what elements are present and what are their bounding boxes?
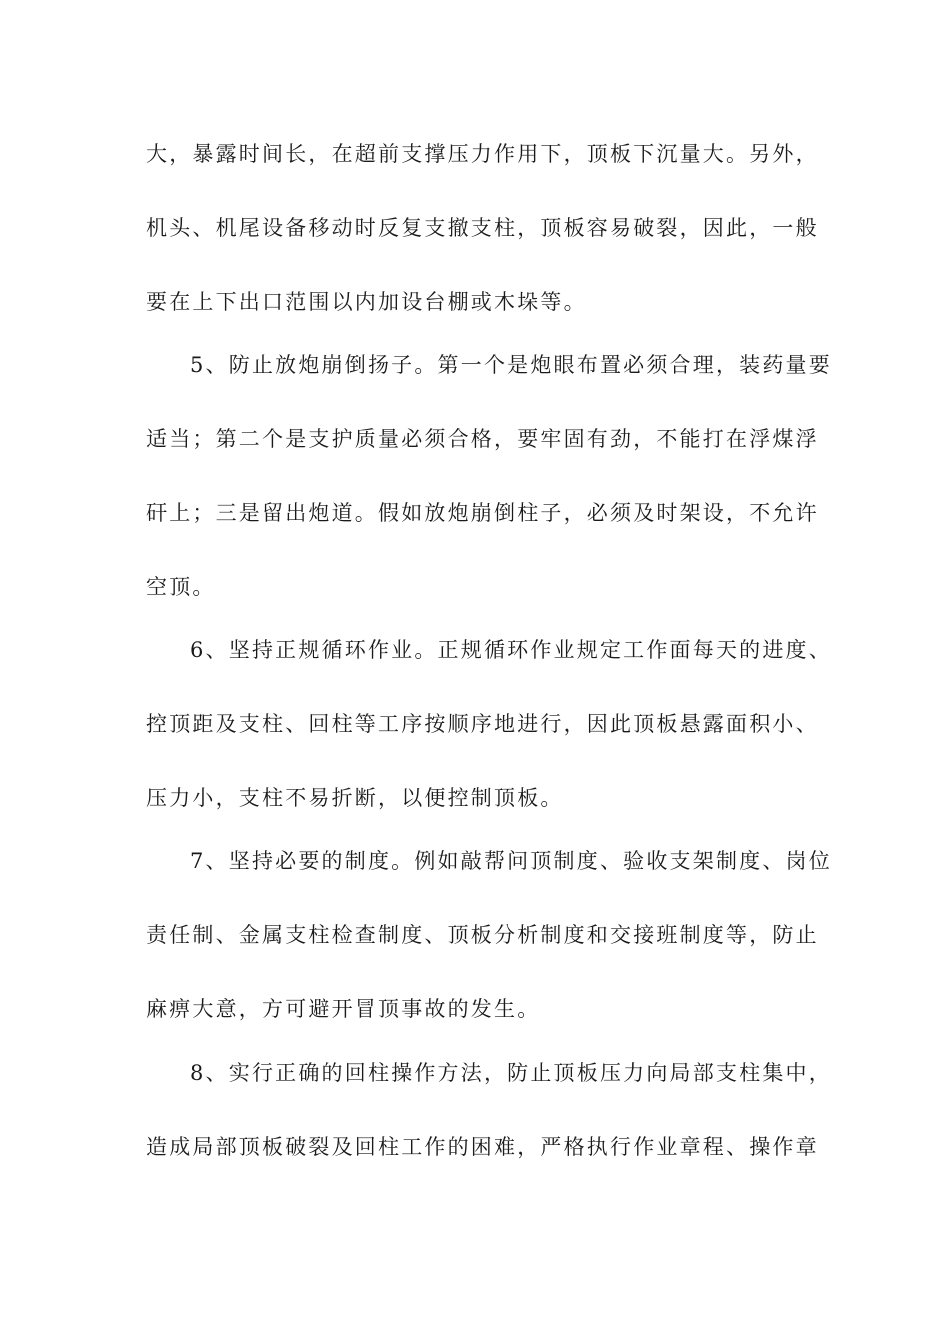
text-line: 5、防止放炮崩倒扬子。第一个是炮眼布置必须合理，装药量要 [190,353,832,377]
text-line: 机头、机尾设备移动时反复支撤支柱，顶板容易破裂，因此，一般 [146,216,819,240]
text-line: 大，暴露时间长，在超前支撑压力作用下，顶板下沉量大。另外， [146,142,819,166]
text-line: 矸上；三是留出炮道。假如放炮崩倒柱子，必须及时架设，不允许 [146,501,819,525]
text-line: 要在上下出口范围以内加设台棚或木垛等。 [146,290,587,314]
text-line: 责任制、金属支柱检查制度、顶板分析制度和交接班制度等，防止 [146,923,819,947]
text-line: 造成局部顶板破裂及回柱工作的困难，严格执行作业章程、操作章 [146,1135,819,1159]
text-line: 8、实行正确的回柱操作方法，防止顶板压力向局部支柱集中， [190,1061,832,1085]
text-line: 适当；第二个是支护质量必须合格，要牢固有劲，不能打在浮煤浮 [146,427,819,451]
text-line: 7、坚持必要的制度。例如敲帮问顶制度、验收支架制度、岗位 [190,849,832,873]
text-line: 麻痹大意，方可避开冒顶事故的发生。 [146,997,541,1021]
text-line: 空顶。 [146,575,216,599]
text-line: 控顶距及支柱、回柱等工序按顺序地进行，因此顶板悬露面积小、 [146,712,819,736]
text-line: 6、坚持正规循环作业。正规循环作业规定工作面每天的进度、 [190,638,832,662]
text-line: 压力小，支柱不易折断，以便控制顶板。 [146,786,564,810]
